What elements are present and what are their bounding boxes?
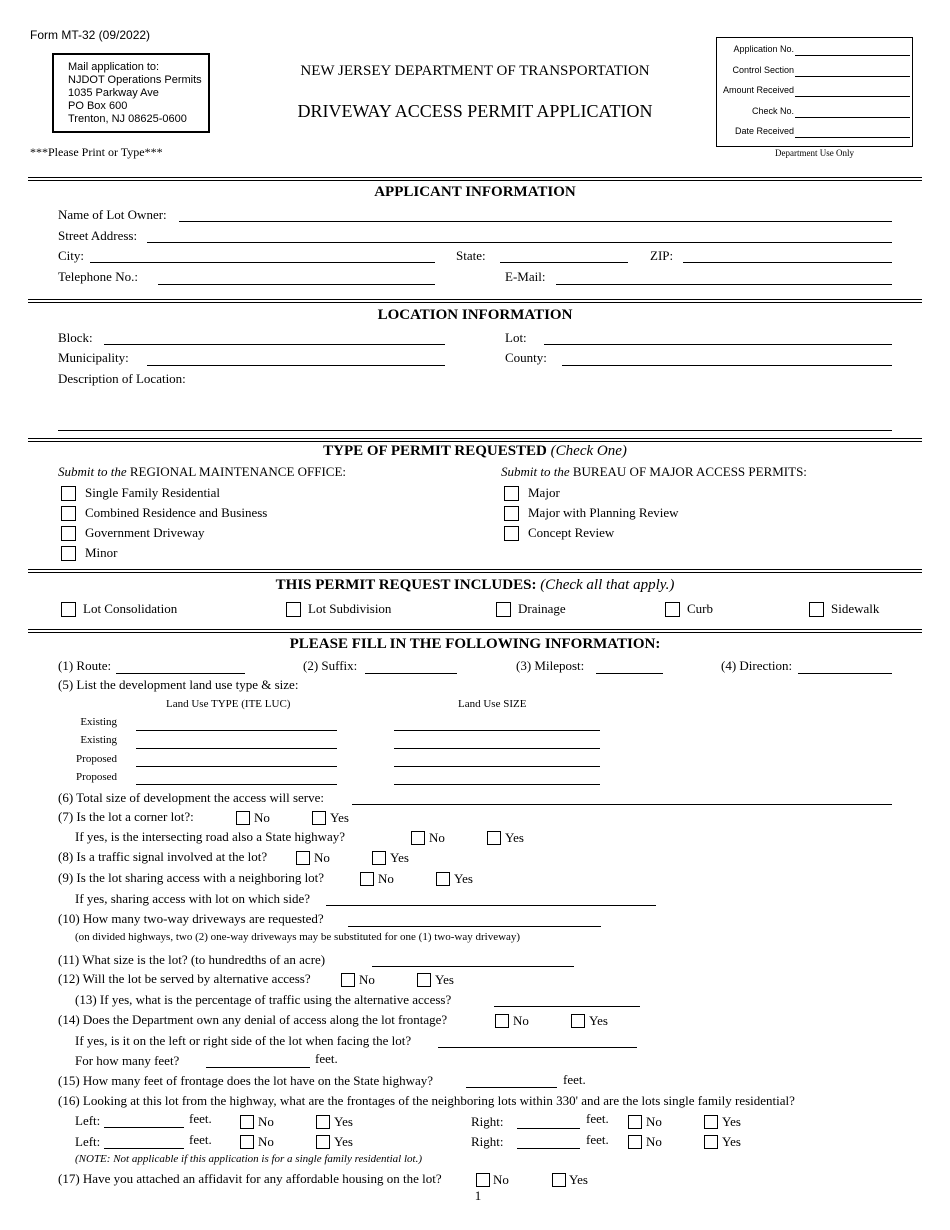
right-frontage-field[interactable] (517, 1128, 580, 1129)
feet-label: feet. (189, 1111, 212, 1126)
location-description-field[interactable] (58, 430, 892, 431)
denial-side-field[interactable] (438, 1047, 637, 1048)
checkbox-q16-left-yes[interactable] (316, 1135, 330, 1149)
bureau-office-label (501, 464, 807, 480)
land-use-size-field[interactable] (394, 766, 600, 767)
checkbox-q7-yes[interactable] (312, 811, 326, 825)
checkbox-lot-consolidation[interactable] (61, 602, 76, 617)
section-divider (28, 632, 922, 633)
checkbox-q8-no[interactable] (296, 851, 310, 865)
location-heading: LOCATION INFORMATION (377, 307, 573, 323)
zip-label: ZIP: (650, 248, 674, 263)
route-field[interactable] (116, 673, 245, 674)
check-no-field[interactable] (795, 117, 910, 118)
department-name: NEW JERSEY DEPARTMENT OF TRANSPORTATION (300, 63, 650, 79)
q1-label: (1) Route: (58, 658, 112, 673)
checkbox-q16-left-no[interactable] (240, 1115, 254, 1129)
description-label: Description of Location: (58, 371, 186, 386)
section-divider (28, 302, 922, 303)
checkbox-sidewalk[interactable] (809, 602, 824, 617)
includes-heading: THIS PERMIT REQUEST INCLUDES: (275, 577, 537, 593)
permit-type-heading: TYPE OF PERMIT REQUESTED (323, 443, 547, 459)
q6-label: (6) Total size of development the access will serve: (58, 790, 324, 805)
bureau-office-name: BUREAU OF MAJOR ACCESS PERMITS: (572, 464, 807, 479)
checkbox-combined-residence-business[interactable] (61, 506, 76, 521)
regional-office-name: REGIONAL MAINTENANCE OFFICE: (129, 464, 347, 479)
yes-label: Yes (505, 830, 524, 845)
yes-label: Yes (334, 1134, 353, 1149)
municipality-field[interactable] (147, 365, 445, 366)
checkbox-lot-subdivision[interactable] (286, 602, 301, 617)
land-use-type-field[interactable] (136, 766, 337, 767)
checkbox-q14-no[interactable] (495, 1014, 509, 1028)
no-label: No (646, 1134, 662, 1149)
checkbox-major[interactable] (504, 486, 519, 501)
q14a-label: If yes, is it on the left or right side of the lot when facing the lot? (75, 1033, 412, 1048)
block-field[interactable] (104, 344, 445, 345)
no-label: No (493, 1172, 509, 1187)
feet-label: feet. (315, 1051, 338, 1066)
checkbox-major-planning-review[interactable] (504, 506, 519, 521)
no-label: No (646, 1114, 662, 1129)
suffix-field[interactable] (365, 673, 457, 674)
yes-label: Yes (435, 972, 454, 987)
left-frontage-field[interactable] (104, 1127, 184, 1128)
alternative-access-percent-field[interactable] (494, 1006, 640, 1007)
state-field[interactable] (500, 262, 628, 263)
dept-field-label: Amount Received (722, 85, 794, 95)
milepost-field[interactable] (596, 673, 663, 674)
no-label: No (314, 850, 330, 865)
dept-field-label: Application No. (733, 44, 794, 54)
q13-label: (13) If yes, what is the percentage of traffic using the alternative access? (75, 992, 452, 1007)
regional-office-label (58, 464, 346, 480)
checkbox-q16-right-yes[interactable] (704, 1135, 718, 1149)
yes-label: Yes (454, 871, 473, 886)
land-use-type-field[interactable] (136, 748, 337, 749)
land-use-size-field[interactable] (394, 784, 600, 785)
dept-field-label: Check No. (751, 106, 794, 116)
telephone-field[interactable] (158, 284, 435, 285)
checkbox-q14-yes[interactable] (571, 1014, 585, 1028)
q9a-label: If yes, sharing access with lot on which side? (75, 891, 311, 906)
feet-label: feet. (586, 1111, 609, 1126)
checkbox-q17-no[interactable] (476, 1173, 490, 1187)
q17-label: (17) Have you attached an affidavit for any affordable housing on the lot? (58, 1171, 442, 1186)
feet-label: feet. (586, 1132, 609, 1147)
total-size-field[interactable] (352, 804, 892, 805)
section-divider (28, 299, 922, 300)
lot-label: Lot: (505, 330, 527, 345)
q11-label: (11) What size is the lot? (to hundredths of an acre) (58, 952, 326, 967)
owner-name-field[interactable] (179, 221, 892, 222)
lot-size-field[interactable] (372, 966, 574, 967)
section-divider (28, 569, 922, 570)
no-label: No (254, 810, 270, 825)
left-label: Left: (75, 1113, 101, 1128)
land-use-type-field[interactable] (136, 784, 337, 785)
checkbox-concept-review[interactable] (504, 526, 519, 541)
checkbox-drainage[interactable] (496, 602, 511, 617)
no-label: No (359, 972, 375, 987)
form-id: Form MT-32 (09/2022) (30, 28, 151, 42)
section-divider (28, 180, 922, 181)
option-label: Lot Consolidation (83, 601, 178, 616)
q16-label: (16) Looking at this lot from the highway, what are the frontages of the neighboring lots within 330' and are the lots single family residential? (58, 1093, 795, 1108)
option-label: Drainage (518, 601, 566, 616)
feet-label: feet. (189, 1132, 212, 1147)
includes-note: (Check all that apply.) (540, 577, 675, 593)
q7-label: (7) Is the lot a corner lot?: (58, 809, 194, 824)
checkbox-q7a-yes[interactable] (487, 831, 501, 845)
feet-label: feet. (563, 1072, 586, 1087)
checkbox-q12-yes[interactable] (417, 973, 431, 987)
includes-heading-row (28, 576, 922, 594)
street-address-field[interactable] (147, 242, 892, 243)
q15-label: (15) How many feet of frontage does the lot have on the State highway? (58, 1073, 434, 1088)
land-use-row-label: Existing (80, 734, 117, 746)
date-received-field[interactable] (795, 137, 910, 138)
land-use-row-label: Proposed (76, 753, 117, 765)
mail-line: NJDOT Operations Permits (68, 74, 202, 86)
print-note: ***Please Print or Type*** (30, 145, 163, 159)
q10-label: (10) How many two-way driveways are requested? (58, 911, 324, 926)
option-label: Minor (85, 545, 118, 560)
state-label: State: (456, 248, 486, 263)
mail-line: Mail application to: (68, 61, 160, 73)
yes-label: Yes (390, 850, 409, 865)
option-label: Sidewalk (831, 601, 880, 616)
application-no-field[interactable] (795, 55, 910, 56)
checkbox-q16-right-no[interactable] (628, 1135, 642, 1149)
option-label: Combined Residence and Business (85, 505, 268, 520)
yes-label: Yes (330, 810, 349, 825)
county-field[interactable] (562, 365, 892, 366)
no-label: No (258, 1134, 274, 1149)
direction-field[interactable] (798, 673, 892, 674)
checkbox-q9-no[interactable] (360, 872, 374, 886)
applicant-heading: APPLICANT INFORMATION (374, 184, 576, 200)
q3-label: (3) Milepost: (516, 658, 585, 673)
q8-label: (8) Is a traffic signal involved at the lot? (58, 849, 268, 864)
dept-field-label: Date Received (734, 126, 794, 136)
fill-heading: PLEASE FILL IN THE FOLLOWING INFORMATION: (289, 636, 661, 652)
option-label: Concept Review (528, 525, 615, 540)
dept-field-label: Control Section (732, 65, 794, 75)
amount-received-field[interactable] (795, 96, 910, 97)
land-use-size-field[interactable] (394, 730, 600, 731)
option-label: Major with Planning Review (528, 505, 679, 520)
submit-to-text: Submit to the (501, 464, 570, 479)
city-label: City: (58, 248, 85, 263)
q14-label: (14) Does the Department own any denial of access along the lot frontage? (58, 1012, 448, 1027)
checkbox-minor[interactable] (61, 546, 76, 561)
checkbox-q7-no[interactable] (236, 811, 250, 825)
permit-type-heading-row (28, 442, 922, 460)
left-label: Left: (75, 1134, 101, 1149)
lot-field[interactable] (544, 344, 892, 345)
city-field[interactable] (90, 262, 435, 263)
land-use-type-header: Land Use TYPE (ITE LUC) (166, 698, 291, 710)
control-section-field[interactable] (795, 76, 910, 77)
zip-field[interactable] (683, 262, 892, 263)
street-label: Street Address: (58, 228, 138, 243)
checkbox-q16-right-no[interactable] (628, 1115, 642, 1129)
mail-line: PO Box 600 (68, 100, 128, 112)
land-use-size-field[interactable] (394, 748, 600, 749)
q9-label: (9) Is the lot sharing access with a neighboring lot? (58, 870, 325, 885)
option-label: Lot Subdivision (308, 601, 392, 616)
checkbox-q8-yes[interactable] (372, 851, 386, 865)
yes-label: Yes (569, 1172, 588, 1187)
block-label: Block: (58, 330, 93, 345)
checkbox-q17-yes[interactable] (552, 1173, 566, 1187)
land-use-size-header: Land Use SIZE (458, 698, 527, 710)
q7a-label: If yes, is the intersecting road also a State highway? (75, 829, 346, 844)
email-label: E-Mail: (505, 269, 546, 284)
no-label: No (378, 871, 394, 886)
q2-label: (2) Suffix: (303, 658, 358, 673)
option-label: Single Family Residential (85, 485, 221, 500)
department-use-caption: Department Use Only (775, 148, 854, 158)
option-label: Curb (687, 601, 713, 616)
left-frontage-field[interactable] (104, 1148, 184, 1149)
no-label: No (258, 1114, 274, 1129)
yes-label: Yes (589, 1013, 608, 1028)
right-label: Right: (471, 1134, 504, 1149)
mail-line: Trenton, NJ 08625-0600 (68, 113, 187, 125)
q14b-label: For how many feet? (75, 1053, 180, 1068)
checkbox-q16-left-yes[interactable] (316, 1115, 330, 1129)
q16-note: (NOTE: Not applicable if this application is for a single family residential lot.) (75, 1153, 422, 1165)
right-label: Right: (471, 1114, 504, 1129)
no-label: No (429, 830, 445, 845)
checkbox-single-family-residential[interactable] (61, 486, 76, 501)
checkbox-q16-right-yes[interactable] (704, 1115, 718, 1129)
yes-label: Yes (722, 1134, 741, 1149)
page-number: 1 (474, 1188, 482, 1203)
section-divider (28, 438, 922, 439)
checkbox-q9-yes[interactable] (436, 872, 450, 886)
option-label: Government Driveway (85, 525, 205, 540)
municipality-label: Municipality: (58, 350, 129, 365)
permit-type-note: (Check One) (550, 443, 627, 459)
submit-to-text: Submit to the (58, 464, 127, 479)
email-field[interactable] (556, 284, 892, 285)
land-use-row-label: Existing (80, 716, 117, 728)
right-frontage-field[interactable] (517, 1148, 580, 1149)
q5-label: (5) List the development land use type & size: (58, 677, 299, 692)
checkbox-government-driveway[interactable] (61, 526, 76, 541)
county-label: County: (505, 350, 547, 365)
land-use-row-label: Proposed (76, 771, 117, 783)
section-divider (28, 177, 922, 178)
q10-note: (on divided highways, two (2) one-way driveways may be substituted for one (1) two-way driveway) (75, 931, 521, 943)
driveways-count-field[interactable] (348, 926, 601, 927)
phone-label: Telephone No.: (58, 269, 138, 284)
checkbox-q7a-no[interactable] (411, 831, 425, 845)
checkbox-q12-no[interactable] (341, 973, 355, 987)
owner-label: Name of Lot Owner: (58, 207, 167, 222)
frontage-feet-field[interactable] (466, 1087, 557, 1088)
yes-label: Yes (722, 1114, 741, 1129)
section-divider (28, 572, 922, 573)
q12-label: (12) Will the lot be served by alternative access? (58, 971, 311, 986)
option-label: Major (528, 485, 560, 500)
q4-label: (4) Direction: (721, 658, 793, 673)
sharing-side-field[interactable] (326, 905, 656, 906)
section-divider (28, 629, 922, 630)
denial-feet-field[interactable] (206, 1067, 310, 1068)
land-use-type-field[interactable] (136, 730, 337, 731)
mailing-address-box (52, 53, 210, 133)
yes-label: Yes (334, 1114, 353, 1129)
checkbox-curb[interactable] (665, 602, 680, 617)
checkbox-q16-left-no[interactable] (240, 1135, 254, 1149)
form-title: DRIVEWAY ACCESS PERMIT APPLICATION (297, 101, 653, 121)
no-label: No (513, 1013, 529, 1028)
mail-line: 1035 Parkway Ave (68, 87, 159, 99)
